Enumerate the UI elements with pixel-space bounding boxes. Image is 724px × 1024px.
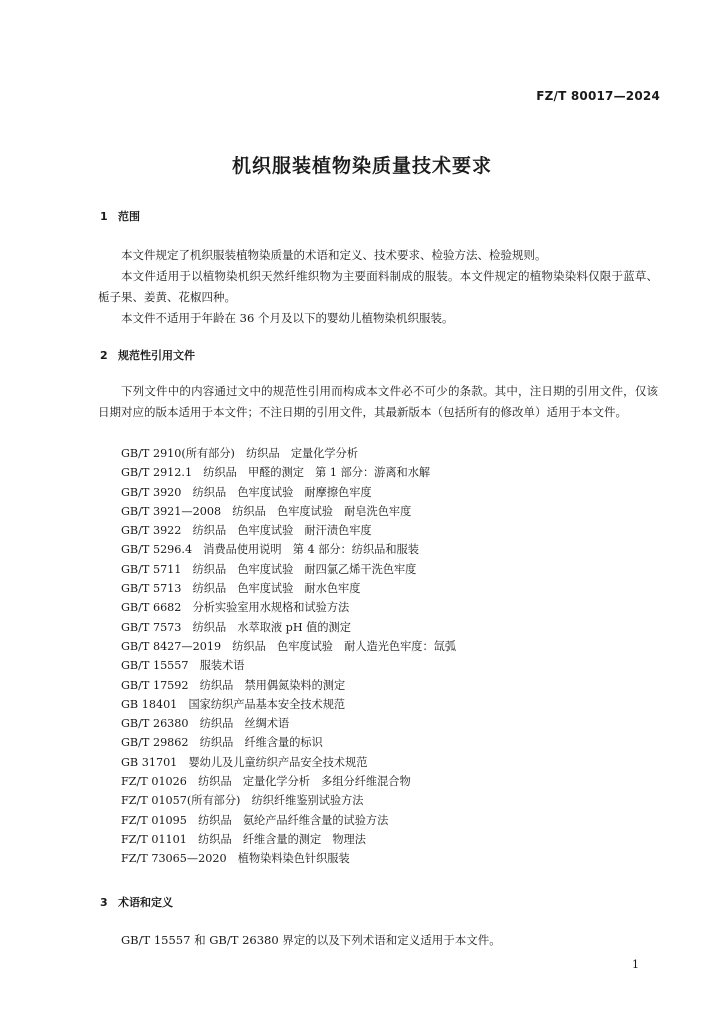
reference-item: GB/T 5713 纺织品 色牢度试验 耐水色牢度 (121, 582, 361, 596)
reference-item: GB/T 15557 服装术语 (121, 659, 245, 673)
section-3-text: GB/T 15557 和 GB/T 26380 界定的以及下列术语和定义适用于本文件。 (121, 933, 501, 947)
section-1-paragraph: 本文件规定了机织服装植物染质量的术语和定义、技术要求、检验方法、检验规则。 (121, 248, 547, 262)
reference-item: FZ/T 01101 纺织品 纤维含量的测定 物理法 (121, 832, 366, 846)
section-title: 范围 (118, 210, 140, 223)
page-number: 1 (632, 958, 639, 971)
reference-item: FZ/T 01057(所有部分) 纺织纤维鉴别试验方法 (121, 794, 364, 808)
document-number: FZ/T 80017—2024 (536, 89, 660, 103)
reference-item: FZ/T 01095 纺织品 氨纶产品纤维含量的试验方法 (121, 813, 389, 827)
reference-item: GB/T 2910(所有部分) 纺织品 定量化学分析 (121, 447, 358, 460)
reference-item: GB/T 3920 纺织品 色牢度试验 耐摩擦色牢度 (121, 485, 372, 499)
reference-item: GB/T 7573 纺织品 水萃取液 pH 值的测定 (121, 620, 351, 634)
reference-item: GB/T 29862 纺织品 纤维含量的标识 (121, 736, 323, 750)
section-title: 规范性引用文件 (118, 349, 195, 362)
reference-item: GB/T 3921—2008 纺织品 色牢度试验 耐皂洗色牢度 (121, 504, 412, 518)
reference-item: GB/T 8427—2019 纺织品 色牢度试验 耐人造光色牢度：氙弧 (121, 639, 457, 653)
reference-item: GB/T 5711 纺织品 色牢度试验 耐四氯乙烯干洗色牢度 (121, 562, 417, 576)
document-title: 机织服装植物染质量技术要求 (231, 155, 492, 177)
reference-item: GB 31701 婴幼儿及儿童纺织产品安全技术规范 (121, 755, 368, 769)
reference-item: GB/T 6682 分析实验室用水规格和试验方法 (121, 601, 350, 615)
section-3-heading (100, 894, 173, 910)
section-2-heading (100, 347, 195, 363)
reference-item: FZ/T 73065—2020 植物染料染色针织服装 (121, 852, 350, 866)
section-1-paragraph: 本文件适用于以植物染机织天然纤维织物为主要面料制成的服装。本文件规定的植物染染料仅限于蓝草、栀子果、姜黄、花椒四种。 (98, 269, 658, 304)
reference-item: GB/T 5296.4 消费品使用说明 第 4 部分：纺织品和服装 (121, 543, 419, 557)
reference-item: GB/T 3922 纺织品 色牢度试验 耐汗渍色牢度 (121, 524, 372, 538)
section-2-intro: 下列文件中的内容通过文中的规范性引用而构成本文件必不可少的条款。其中，注日期的引用文件，仅该日期对应的版本适用于本文件；不注日期的引用文件，其最新版本（包括所有的修改单）适用于本文件。 (98, 384, 658, 419)
reference-item: GB/T 2912.1 纺织品 甲醛的测定 第 1 部分：游离和水解 (121, 466, 431, 480)
section-number: 1 (100, 210, 108, 223)
section-1-paragraph: 本文件不适用于年龄在 36 个月及以下的婴幼儿植物染机织服装。 (121, 311, 454, 325)
section-number: 3 (100, 896, 108, 909)
section-1-heading (100, 208, 140, 224)
section-number: 2 (100, 349, 108, 362)
reference-item: GB 18401 国家纺织产品基本安全技术规范 (121, 697, 346, 711)
reference-item: GB/T 26380 纺织品 丝绸术语 (121, 717, 290, 731)
reference-list (121, 444, 456, 869)
reference-item: FZ/T 01026 纺织品 定量化学分析 多组分纤维混合物 (121, 775, 411, 789)
reference-item: GB/T 17592 纺织品 禁用偶氮染料的测定 (121, 678, 346, 692)
section-title: 术语和定义 (118, 896, 173, 909)
